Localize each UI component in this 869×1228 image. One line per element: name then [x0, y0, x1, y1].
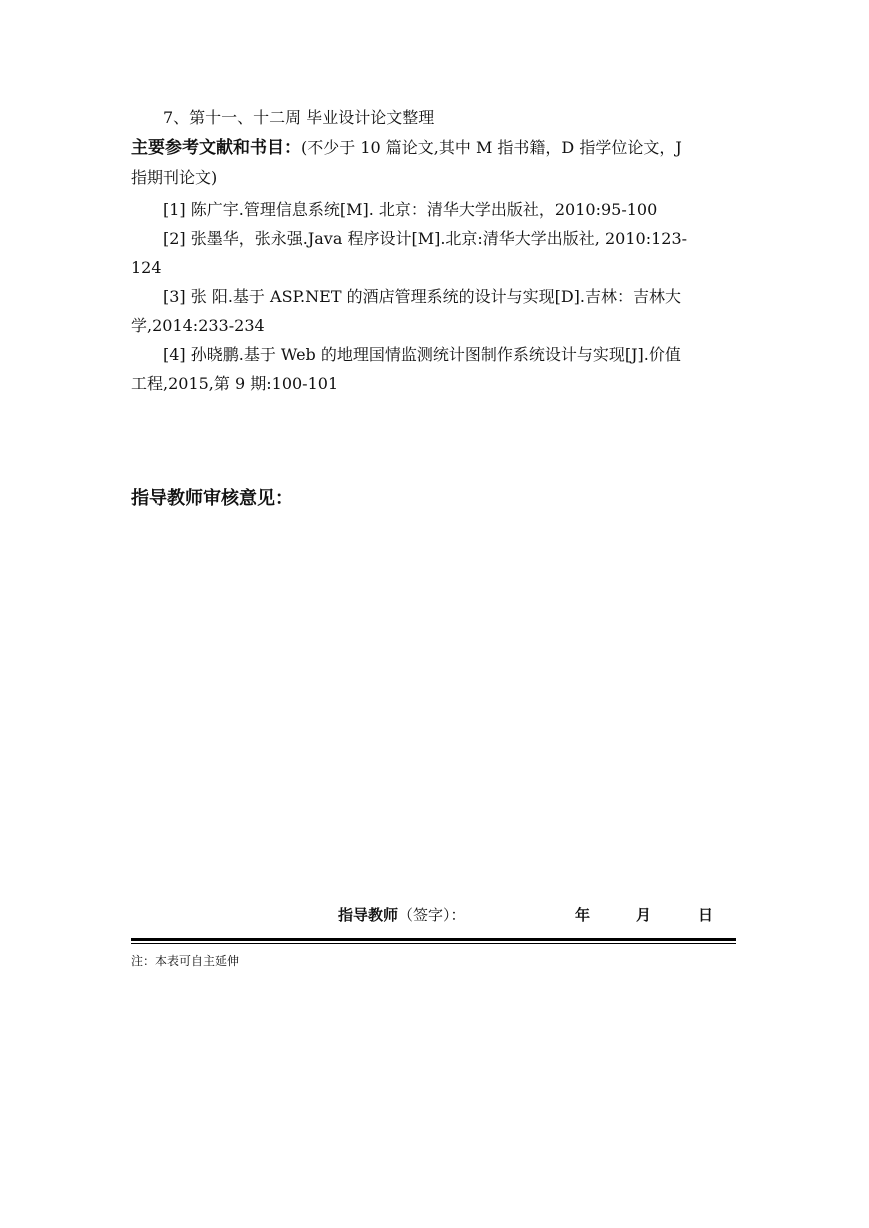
reference-item-3: [3] 张 阳.基于 ASP.NET 的酒店管理系统的设计与实现[D].吉林：吉林大 — [163, 287, 681, 306]
schedule-item: 7、第十一、十二周 毕业设计论文整理 — [163, 108, 435, 127]
references-heading-line — [131, 133, 737, 163]
reference-item-2: [2] 张墨华，张永强.Java 程序设计[M].北京:清华大学出版社, 2010:123- — [163, 229, 688, 248]
reference-item-4: [4] 孙晓鹏.基于 Web 的地理国情监测统计图制作系统设计与实现[J].价值 — [163, 345, 681, 364]
reference-item-1: [1] 陈广宇.管理信息系统[M]. 北京：清华大学出版社，2010:95-100 — [163, 200, 658, 219]
double-rule-thin — [131, 943, 736, 944]
signature-month-text: 月 — [636, 906, 652, 924]
footnote: 注：本表可自主延伸 — [131, 954, 240, 968]
reference-item-4-cont: 工程,2015,第 9 期:100-101 — [131, 374, 339, 393]
reference-item-3-cont: 学,2014:233-234 — [131, 316, 265, 335]
signature-year — [575, 902, 590, 928]
references-note-part2: 指期刊论文) — [131, 168, 218, 187]
references-heading: 主要参考文献和书目： — [131, 138, 301, 158]
signature-label — [338, 902, 466, 928]
signature-day-text: 日 — [698, 906, 714, 924]
signature-paren: （签字）： — [398, 906, 466, 924]
review-heading: 指导教师审核意见： — [131, 488, 293, 509]
signature-day — [698, 902, 713, 928]
double-rule-thick — [131, 938, 736, 941]
reference-item-2-cont: 124 — [131, 258, 162, 277]
signature-month — [636, 902, 651, 928]
references-note-part1: (不少于 10 篇论文,其中 M 指书籍，D 指学位论文，J — [301, 138, 682, 157]
signature-label-text: 指导教师 — [338, 906, 399, 924]
signature-year-text: 年 — [575, 906, 591, 924]
